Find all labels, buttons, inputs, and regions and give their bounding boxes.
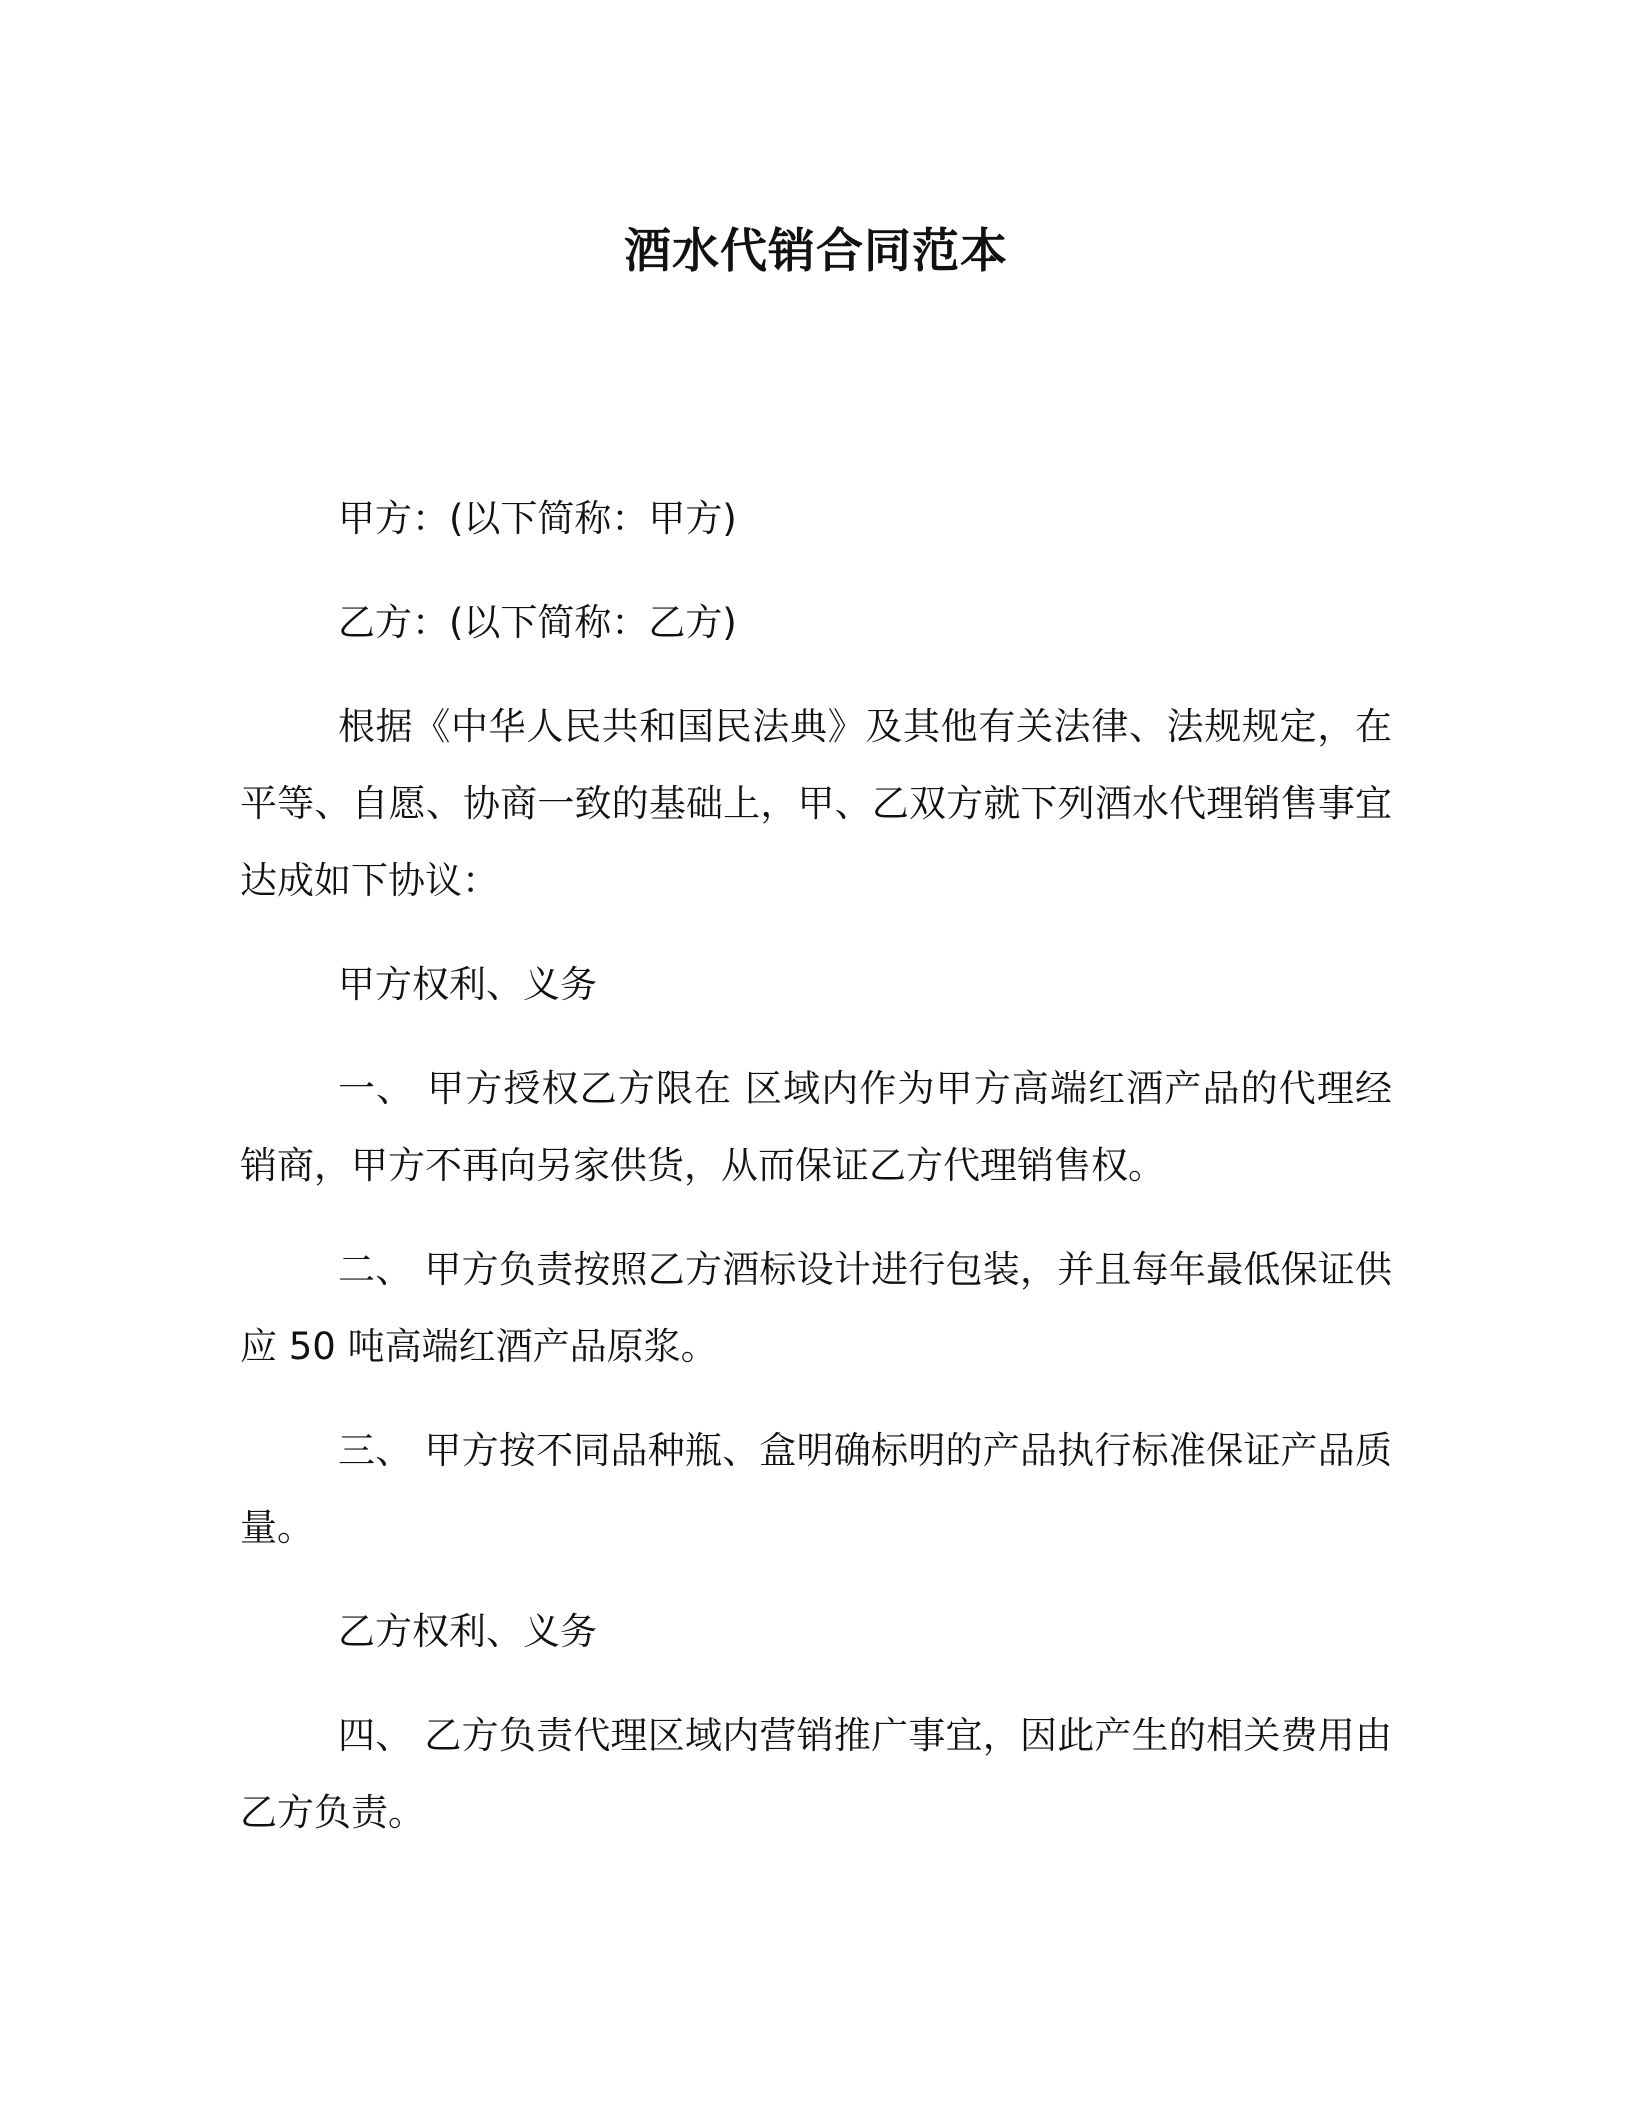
party-a-line: 甲方：(以下简称：甲方) [338, 497, 737, 540]
section-heading-party-b: 乙方权利、义务 [338, 1610, 597, 1653]
clause-2: 二、 甲方负责按照乙方酒标设计进行包装，并且每年最低保证供应 50 吨高端红酒产品原浆。 [240, 1248, 1392, 1368]
document-body [240, 480, 1392, 1878]
section-heading-party-a: 甲方权利、义务 [338, 963, 597, 1006]
party-b-line: 乙方：(以下简称：乙方) [338, 601, 737, 644]
preamble-paragraph: 根据《中华人民共和国民法典》及其他有关法律、法规规定，在平等、自愿、协商一致的基础上，甲、乙双方就下列酒水代理销售事宜达成如下协议： [240, 705, 1392, 902]
clause-1: 一、 甲方授权乙方限在 区域内作为甲方高端红酒产品的代理经销商，甲方不再向另家供货，从而保证乙方代理销售权。 [240, 1067, 1392, 1187]
document-title: 酒水代销合同范本 [624, 224, 1008, 279]
clause-4: 四、 乙方负责代理区域内营销推广事宜，因此产生的相关费用由乙方负责。 [240, 1714, 1392, 1834]
clause-3: 三、 甲方按不同品种瓶、盒明确标明的产品执行标准保证产品质量。 [240, 1429, 1392, 1549]
